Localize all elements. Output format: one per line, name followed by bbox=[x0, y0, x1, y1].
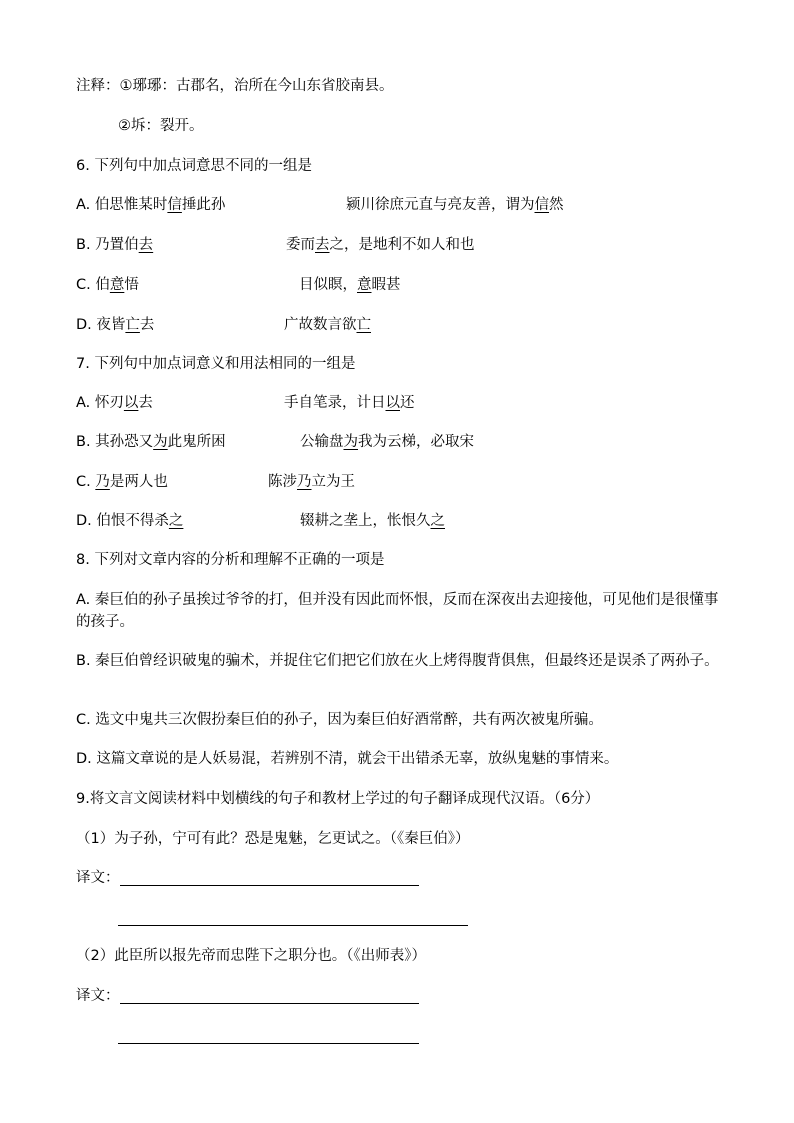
q7-stem: 7. 下列句中加点词意义和用法相同的一组是 bbox=[76, 356, 356, 372]
answer-line-1a[interactable] bbox=[120, 885, 419, 886]
q8-option-c: C. 选文中鬼共三次假扮秦巨伯的孙子，因为秦巨伯好酒常醉，共有两次被鬼所骗。 bbox=[76, 712, 603, 728]
q6-option-c: C. 伯意悟 bbox=[76, 277, 139, 293]
q7-option-a: A. 怀刃以去 bbox=[76, 395, 153, 411]
q9-answer-label-2: 译文： bbox=[76, 988, 120, 1004]
q9-item-1: （1）为子孙，宁可有此？恐是鬼魅，乞更试之。（《秦巨伯》） bbox=[76, 831, 470, 847]
q7-option-c: C. 乃是两人也 bbox=[76, 474, 168, 490]
answer-line-2a[interactable] bbox=[120, 1003, 419, 1004]
q9-answer-label-1: 译文： bbox=[76, 870, 120, 886]
note-1: 注释：①琊琊：古郡名，治所在今山东省胶南县。 bbox=[76, 78, 394, 94]
q6-option-a: A. 伯思惟某时信捶此孙 bbox=[76, 197, 226, 213]
q9-item-2: （2）此臣所以报先帝而忠陛下之职分也。（《出师表》） bbox=[76, 948, 426, 964]
q7-option-c-right: 陈涉乃立为王 bbox=[268, 474, 355, 490]
q7-option-a-right: 手自笔录，计日以还 bbox=[284, 395, 415, 411]
q6-option-b: B. 乃置伯去 bbox=[76, 237, 154, 253]
q6-stem: 6. 下列句中加点词意思不同的一组是 bbox=[76, 158, 312, 174]
q8-option-b: B. 秦巨伯曾经识破鬼的骗术，并捉住它们把它们放在火上烤得腹背俱焦，但最终还是误杀了两孙子。 bbox=[76, 653, 719, 669]
q7-option-d: D. 伯恨不得杀之 bbox=[76, 513, 184, 529]
q6-option-d-right: 广故数言欲亡 bbox=[284, 317, 371, 333]
q9-stem: 9.将文言文阅读材料中划横线的句子和教材上学过的句子翻译成现代汉语。（6分） bbox=[76, 791, 600, 807]
note-2: ②坼：裂开。 bbox=[118, 118, 204, 134]
answer-line-1b[interactable] bbox=[118, 925, 468, 926]
q6-option-a-right: 颍川徐庶元直与亮友善，谓为信然 bbox=[346, 197, 564, 213]
q6-option-c-right: 目似瞑，意暇甚 bbox=[299, 277, 401, 293]
q8-option-a: A. 秦巨伯的孙子虽挨过爷爷的打，但并没有因此而怀恨，反而在深夜出去迎接他，可见他们是很懂事的孩子。 bbox=[76, 592, 719, 630]
q7-option-b-right: 公输盘为我为云梯，必取宋 bbox=[300, 434, 474, 450]
q6-option-d: D. 夜皆亡去 bbox=[76, 317, 155, 333]
q7-option-d-right: 辍耕之垄上，怅恨久之 bbox=[300, 513, 445, 529]
answer-line-2b[interactable] bbox=[118, 1043, 419, 1044]
q7-option-b: B. 其孙恐又为此鬼所困 bbox=[76, 434, 226, 450]
q8-stem: 8. 下列对文章内容的分析和理解不正确的一项是 bbox=[76, 552, 385, 568]
q6-option-b-right: 委而去之，是地利不如人和也 bbox=[286, 237, 475, 253]
q8-option-d: D. 这篇文章说的是人妖易混，若辨别不清，就会干出错杀无辜，放纵鬼魅的事情来。 bbox=[76, 751, 619, 767]
